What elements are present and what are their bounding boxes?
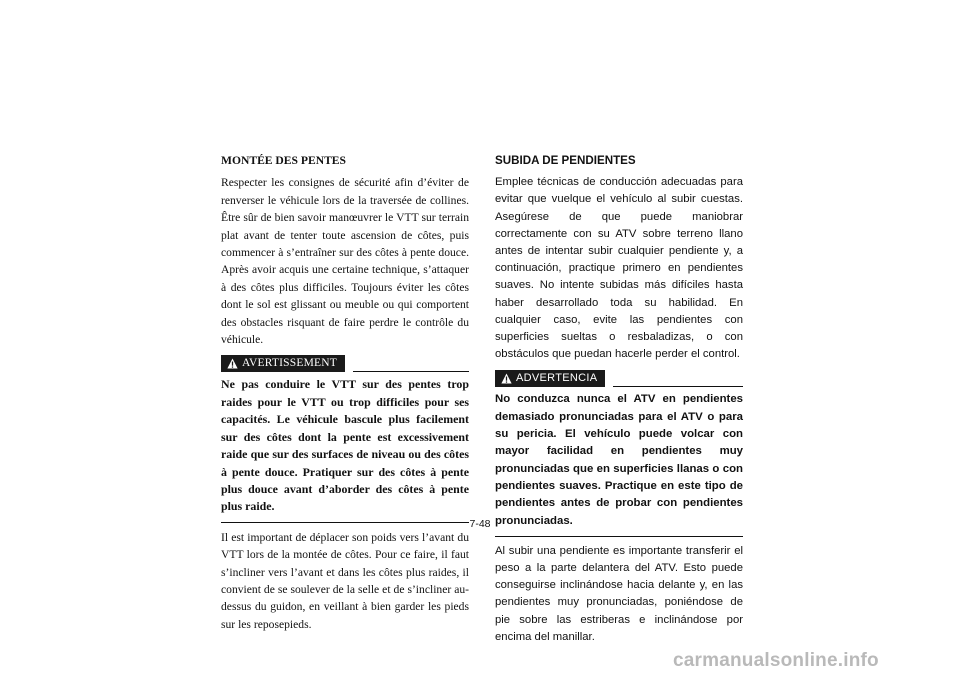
spanish-column (495, 150, 743, 646)
section-heading-es: SUBIDA DE PENDIENTES (495, 154, 636, 167)
warning-badge-es (495, 370, 605, 387)
closing-paragraph-es: Al subir una pendiente es importante transferir el peso a la parte delantera del ATV. Esto puede conseguirse inclinándose hacia delante y, en las pendientes muy pronunciadas, poniéndose de pie sobre las estriberas e inclinándose por encima del manillar. (495, 544, 743, 643)
warning-label-es: ADVERTENCIA (516, 372, 598, 385)
warning-end-rule-fr (221, 522, 469, 523)
warning-rule-es (613, 386, 743, 387)
intro-paragraph-es: Emplee técnicas de conducción adecuadas para evitar que vuelque el vehículo al subir cuestas. Asegúrese de que puede maniobrar correctamente con su ATV sobre terreno llano antes de intentar subir cualquier pendiente y, a continuación, practique primero en pendientes suaves. No intente subidas más difíciles hasta haber desarrollado toda su habilidad. En cualquier caso, evite las pendientes con superficies sueltas o resbaladizas, o con obstáculos que puedan hacerle perder el control. (495, 176, 743, 361)
warning-header-fr (221, 355, 469, 372)
section-heading-fr: MONTÉE DES PENTES (221, 154, 346, 167)
warning-rule-fr (353, 371, 469, 372)
warning-text-fr: Ne pas conduire le VTT sur des pentes trop raides pour le VTT ou trop difficiles pour ses capacités. Le véhicule bascule plus facilement sur des côtes dont la pente est excessivement raide que sur des surfaces de niveau ou des côtes à pente douce. Pratiquer sur des côtes à pente plus douce avant d’aborder des côtes à pente plus raide. (221, 377, 469, 514)
warning-text-es: No conduzca nunca el ATV en pendientes demasiado pronunciadas para el ATV o para su pericia. El vehículo puede volcar con mayor facilidad en pendientes muy pronunciadas que en superficies llanas o con pendientes suaves. Practique en este tipo de pendientes antes de probar con pendientes pronunciadas. (495, 393, 743, 527)
warning-label-fr: AVERTISSEMENT (242, 357, 337, 370)
page-number: 7-48 (469, 518, 491, 530)
warning-badge-fr (221, 355, 345, 372)
closing-paragraph-fr: Il est important de déplacer son poids vers l’avant du VTT lors de la montée de côtes. Pour ce faire, il faut s’incliner vers l’avant et dans les côtes plus raides, il convient de se soulever de la selle et de s’incliner au-dessus du guidon, en veillant à bien garder les pieds sur les reposepieds. (221, 530, 469, 631)
warning-triangle-icon (227, 358, 238, 369)
warning-header-es (495, 370, 743, 387)
intro-paragraph-fr: Respecter les consignes de sécurité afin d’éviter de renverser le véhicule lors de la traversée de collines. Être sûr de bien savoir manœuvrer le VTT sur terrain plat avant de tenter toute ascension de côtes, puis commencer à s’entraîner sur des côtes à pente douce. Après avoir acquis une certaine technique, s’attaquer à des côtes plus difficiles. Toujours éviter les côtes dont le sol est glissant ou meuble ou qui comportent des obstacles risquant de faire perdre le contrôle du véhicule. (221, 176, 469, 347)
french-column (221, 150, 469, 633)
warning-end-rule-es (495, 536, 743, 537)
watermark: carmanualsonline.info (673, 650, 879, 671)
warning-triangle-icon (501, 373, 512, 384)
